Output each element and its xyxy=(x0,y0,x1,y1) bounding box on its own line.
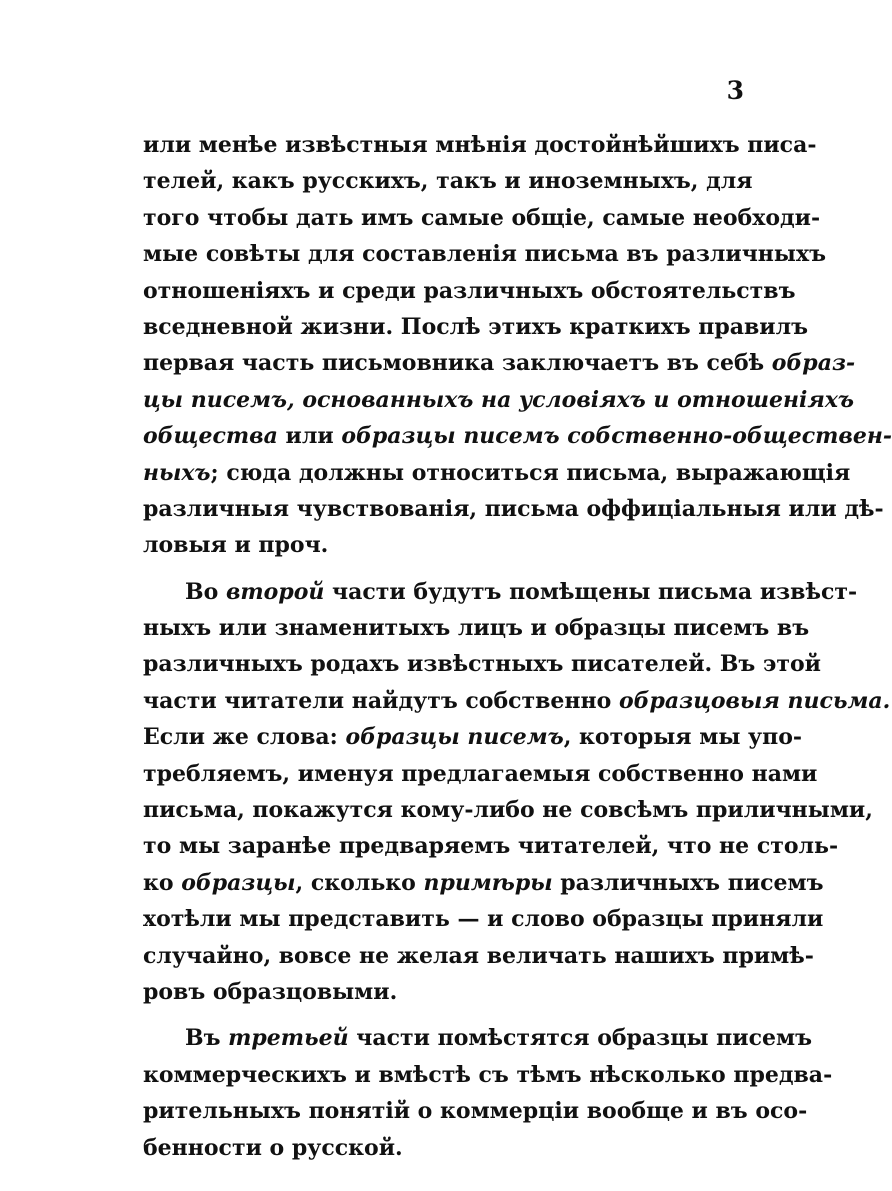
text-line xyxy=(143,646,821,682)
text-line xyxy=(143,865,824,901)
text-segment: мые совѣты для составленія письма въ различныхъ xyxy=(143,241,826,268)
italic-text: образцы писемъ собственно-обществен- xyxy=(341,423,892,450)
paragraph xyxy=(143,1020,833,1166)
text-line xyxy=(143,974,743,1010)
text-line xyxy=(143,345,856,381)
text-segment: части будутъ помѣщены письма извѣст- xyxy=(324,578,858,605)
italic-text: образцы писемъ xyxy=(345,724,564,751)
text-line xyxy=(143,610,810,646)
text-segment: части читатели найдутъ собственно xyxy=(143,687,619,714)
text-segment: того чтобы дать имъ самые общіе, самые необходи- xyxy=(143,204,821,231)
paragraph-gap xyxy=(143,564,743,574)
page-number: 3 xyxy=(726,76,744,105)
paragraph xyxy=(143,127,892,564)
text-line xyxy=(143,236,826,272)
italic-text: третьей xyxy=(228,1025,349,1052)
text-line xyxy=(143,719,803,755)
text-line xyxy=(143,1093,808,1129)
text-line xyxy=(143,127,817,163)
text-segment: части помѣстятся образцы писемъ xyxy=(348,1025,812,1052)
italic-text: общества xyxy=(143,423,278,450)
text-segment: бенности о русской. xyxy=(143,1134,403,1161)
text-line xyxy=(143,418,892,454)
text-line xyxy=(143,756,818,792)
text-segment: различныхъ писемъ xyxy=(552,869,824,896)
text-line xyxy=(143,828,839,864)
text-segment: или xyxy=(277,423,342,450)
text-line xyxy=(143,200,821,236)
text-segment: ловыя и проч. xyxy=(143,532,329,559)
text-segment: ныхъ или знаменитыхъ лицъ и образцы писемъ въ xyxy=(143,615,810,642)
text-line xyxy=(143,382,855,418)
text-segment: ко xyxy=(143,869,182,896)
text-line xyxy=(143,574,858,610)
body-text xyxy=(143,127,892,1166)
text-line xyxy=(143,938,814,974)
text-segment: различныхъ родахъ извѣстныхъ писателей. Въ этой xyxy=(143,651,821,678)
text-line xyxy=(143,309,809,345)
text-segment: ровъ образцовыми. xyxy=(143,978,398,1005)
paragraph-gap xyxy=(143,1010,743,1020)
text-line xyxy=(143,1057,833,1093)
text-segment: , которыя мы упо- xyxy=(563,724,803,751)
text-segment: требляемъ, именуя предлагаемыя собственно нами xyxy=(143,760,818,787)
text-segment: первая часть письмовника заключаетъ въ себѣ xyxy=(143,350,772,377)
text-line xyxy=(143,1020,812,1056)
italic-text: образцы xyxy=(181,869,296,896)
text-line xyxy=(143,683,891,719)
text-segment: то мы заранѣе предваряемъ читателей, что не столь- xyxy=(143,833,839,860)
italic-text: второй xyxy=(225,578,325,605)
text-segment: Во xyxy=(185,578,226,605)
text-line xyxy=(143,273,796,309)
text-segment: случайно, вовсе не желая величать нашихъ примѣ- xyxy=(143,942,814,969)
text-segment: отношеніяхъ и среди различныхъ обстоятельствъ xyxy=(143,277,796,304)
text-line xyxy=(143,455,851,491)
text-segment: хотѣли мы представить — и слово образцы приняли xyxy=(143,906,824,933)
italic-text: образ- xyxy=(771,350,856,377)
text-line xyxy=(143,1130,743,1166)
italic-text: образцовыя письма. xyxy=(618,687,891,714)
text-line xyxy=(143,491,884,527)
text-line xyxy=(143,901,824,937)
text-segment: или менѣе извѣстныя мнѣнія достойнѣйшихъ писа- xyxy=(143,132,817,158)
text-line xyxy=(143,163,753,199)
paragraph xyxy=(143,574,891,1011)
text-segment: рительныхъ понятій о коммерціи вообще и въ осо- xyxy=(143,1098,808,1125)
italic-text: примѣры xyxy=(423,869,553,896)
text-segment: , сколько xyxy=(295,869,424,896)
text-segment: письма, покажутся кому-либо не совсѣмъ приличными, xyxy=(143,797,873,824)
text-segment: телей, какъ русскихъ, такъ и иноземныхъ, для xyxy=(143,168,753,195)
text-segment: Въ xyxy=(185,1025,229,1052)
text-line xyxy=(143,527,743,563)
text-segment: вседневной жизни. Послѣ этихъ краткихъ правилъ xyxy=(143,313,809,340)
text-segment: различныя чувствованія, письма оффиціальныя или дѣ- xyxy=(143,495,884,522)
italic-text: ныхъ xyxy=(143,459,211,486)
text-segment: Если же слова: xyxy=(143,724,346,751)
italic-text: цы писемъ, основанныхъ на условіяхъ и отношеніяхъ xyxy=(143,386,855,413)
text-line xyxy=(143,792,873,828)
text-segment: коммерческихъ и вмѣстѣ съ тѣмъ нѣсколько предва- xyxy=(143,1061,833,1088)
text-segment: ; сюда должны относиться письма, выражающія xyxy=(210,459,851,486)
